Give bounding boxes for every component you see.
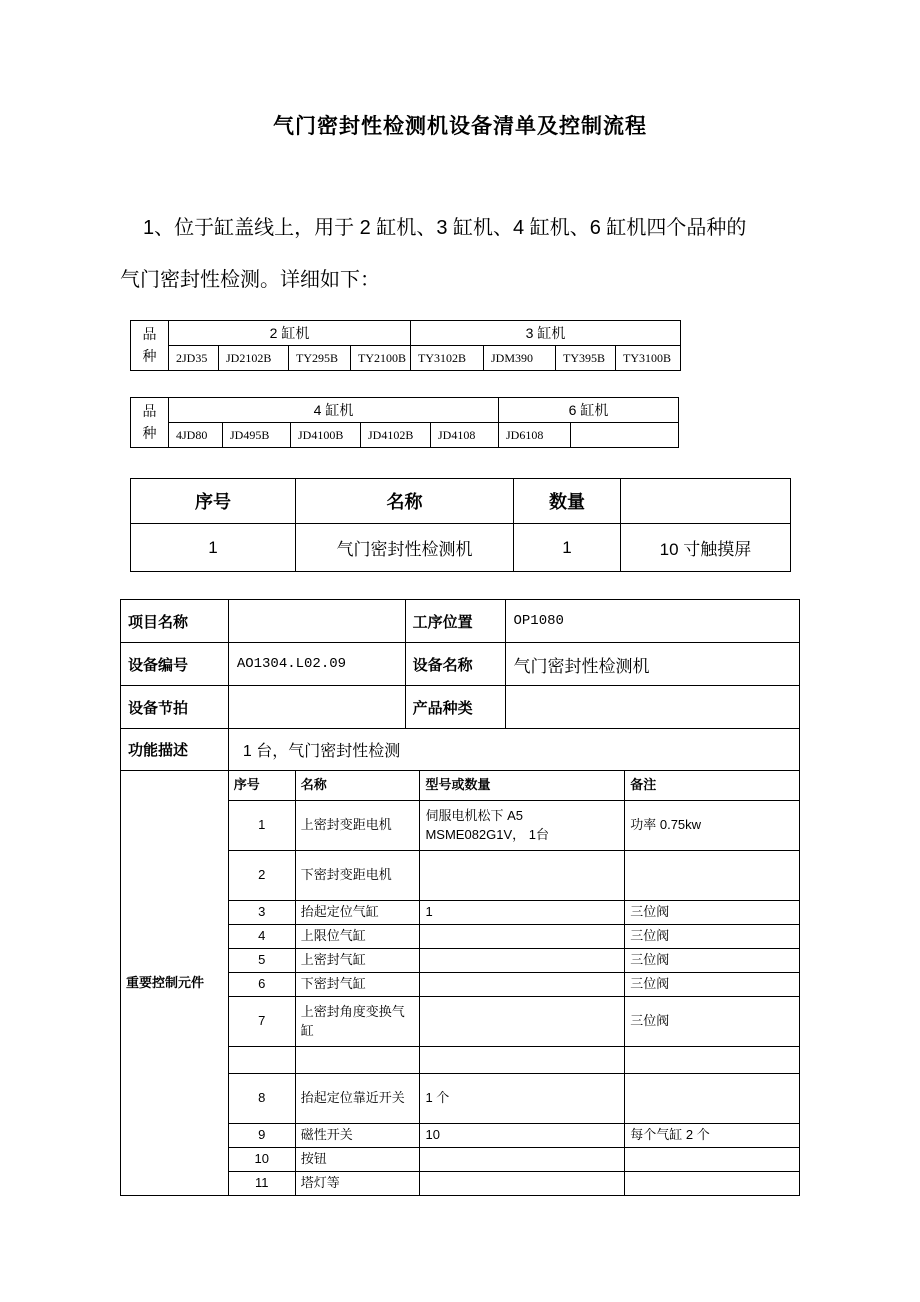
- column-header: 型号或数量: [420, 771, 625, 801]
- product-type-label: 产品种类: [405, 686, 505, 729]
- engine-group-label: 3 缸机: [411, 321, 681, 346]
- column-header: 备注: [625, 771, 800, 801]
- component-name: 下密封变距电机: [295, 851, 420, 901]
- variant-row-header: 品种: [131, 321, 169, 371]
- intro-paragraph: [120, 202, 800, 306]
- control-table-header: [121, 771, 800, 801]
- model-cell: TY395B: [556, 346, 616, 371]
- component-note: [625, 1172, 800, 1196]
- device-cycle-value: [228, 686, 405, 729]
- component-name: 下密封气缸: [295, 973, 420, 997]
- column-header: 名称: [296, 479, 514, 524]
- project-name-value: [228, 600, 405, 643]
- intro-line-2: 气门密封性检测。详细如下：: [120, 269, 380, 291]
- engine-group-label: 2 缸机: [169, 321, 411, 346]
- component-model: [420, 997, 625, 1047]
- process-position-label: 工序位置: [405, 600, 505, 643]
- project-name-label: 项目名称: [121, 600, 229, 643]
- variant-row-header: 品种: [131, 398, 169, 448]
- device-name-value: 气门密封性检测机: [505, 643, 800, 686]
- table-row: [131, 524, 791, 572]
- component-model: [420, 1148, 625, 1172]
- device-number-label: 设备编号: [121, 643, 229, 686]
- info-table-top: [120, 599, 800, 729]
- row-index: 4: [228, 925, 295, 949]
- component-name: 上密封变距电机: [295, 801, 420, 851]
- component-model: [420, 1172, 625, 1196]
- component-note: 三位阀: [625, 973, 800, 997]
- component-note: [625, 1148, 800, 1172]
- component-model: 10: [420, 1124, 625, 1148]
- document-title: 气门密封性检测机设备清单及控制流程: [273, 115, 647, 138]
- component-name: 抬起定位气缸: [295, 901, 420, 925]
- row-index: 5: [228, 949, 295, 973]
- component-note: 功率 0.75kw: [625, 801, 800, 851]
- engine-group-label: 4 缸机: [169, 398, 499, 423]
- control-components-label: 重要控制元件: [121, 771, 229, 1196]
- component-model: [420, 1047, 625, 1074]
- equipment-note: 10 寸触摸屏: [621, 524, 791, 572]
- function-description-label: 功能描述: [121, 729, 229, 771]
- component-model: 1: [420, 901, 625, 925]
- table-row: [121, 643, 800, 686]
- row-index: [228, 1047, 295, 1074]
- table-row: [121, 600, 800, 643]
- equipment-table: [130, 478, 791, 572]
- model-cell: JDM390: [484, 346, 556, 371]
- equipment-table-header: [131, 479, 791, 524]
- equipment-index: 1: [131, 524, 296, 572]
- component-note: 三位阀: [625, 901, 800, 925]
- row-index: 8: [228, 1074, 295, 1124]
- product-type-value: [505, 686, 800, 729]
- column-header: 序号: [228, 771, 295, 801]
- row-index: 11: [228, 1172, 295, 1196]
- model-cell: TY2100B: [351, 346, 411, 371]
- engine-group-label: 6 缸机: [499, 398, 679, 423]
- component-model: 伺服电机松下 A5 MSME082G1V， 1台: [420, 801, 625, 851]
- column-header: [621, 479, 791, 524]
- component-name: [295, 1047, 420, 1074]
- equipment-qty: 1: [514, 524, 621, 572]
- model-cell: JD6108: [499, 423, 571, 448]
- component-note: 三位阀: [625, 949, 800, 973]
- component-name: 塔灯等: [295, 1172, 420, 1196]
- model-cell: JD4108: [431, 423, 499, 448]
- row-index: 6: [228, 973, 295, 997]
- column-header: 序号: [131, 479, 296, 524]
- model-cell: TY295B: [289, 346, 351, 371]
- model-cell: TY3102B: [411, 346, 484, 371]
- variant-table-2-3: [130, 320, 681, 371]
- table-row: [121, 686, 800, 729]
- row-index: 10: [228, 1148, 295, 1172]
- model-cell: JD4100B: [291, 423, 361, 448]
- function-description-row: [120, 728, 800, 771]
- component-model: [420, 949, 625, 973]
- control-components-table: [120, 770, 800, 1196]
- row-index: 7: [228, 997, 295, 1047]
- device-name-label: 设备名称: [405, 643, 505, 686]
- function-description-value: 1 台，气门密封性检测: [228, 729, 799, 771]
- model-cell: 4JD80: [169, 423, 223, 448]
- row-index: 9: [228, 1124, 295, 1148]
- component-model: [420, 925, 625, 949]
- component-note: [625, 1074, 800, 1124]
- component-name: 上密封角度变换气缸: [295, 997, 420, 1047]
- row-index: 3: [228, 901, 295, 925]
- component-name: 按钮: [295, 1148, 420, 1172]
- device-number-value: AO1304.L02.09: [228, 643, 405, 686]
- component-note: [625, 1047, 800, 1074]
- component-model: [420, 973, 625, 997]
- model-cell: 2JD35: [169, 346, 219, 371]
- component-name: 上密封气缸: [295, 949, 420, 973]
- component-note: 每个气缸 2 个: [625, 1124, 800, 1148]
- component-note: 三位阀: [625, 925, 800, 949]
- process-position-value: OP1080: [505, 600, 800, 643]
- row-index: 1: [228, 801, 295, 851]
- component-name: 抬起定位靠近开关: [295, 1074, 420, 1124]
- table-row: [121, 729, 800, 771]
- component-name: 上限位气缸: [295, 925, 420, 949]
- component-model: 1 个: [420, 1074, 625, 1124]
- model-cell: TY3100B: [616, 346, 681, 371]
- component-note: [625, 851, 800, 901]
- column-header: 数量: [514, 479, 621, 524]
- model-cell: JD2102B: [219, 346, 289, 371]
- component-name: 磁性开关: [295, 1124, 420, 1148]
- component-model: [420, 851, 625, 901]
- model-cell: [571, 423, 679, 448]
- device-cycle-label: 设备节拍: [121, 686, 229, 729]
- row-index: 2: [228, 851, 295, 901]
- equipment-name: 气门密封性检测机: [296, 524, 514, 572]
- model-cell: JD495B: [223, 423, 291, 448]
- column-header: 名称: [295, 771, 420, 801]
- intro-line-1: 1、位于缸盖线上，用于 2 缸机、3 缸机、4 缸机、6 缸机四个品种的: [143, 217, 747, 239]
- component-note: 三位阀: [625, 997, 800, 1047]
- variant-table-4-6: [130, 397, 679, 448]
- model-cell: JD4102B: [361, 423, 431, 448]
